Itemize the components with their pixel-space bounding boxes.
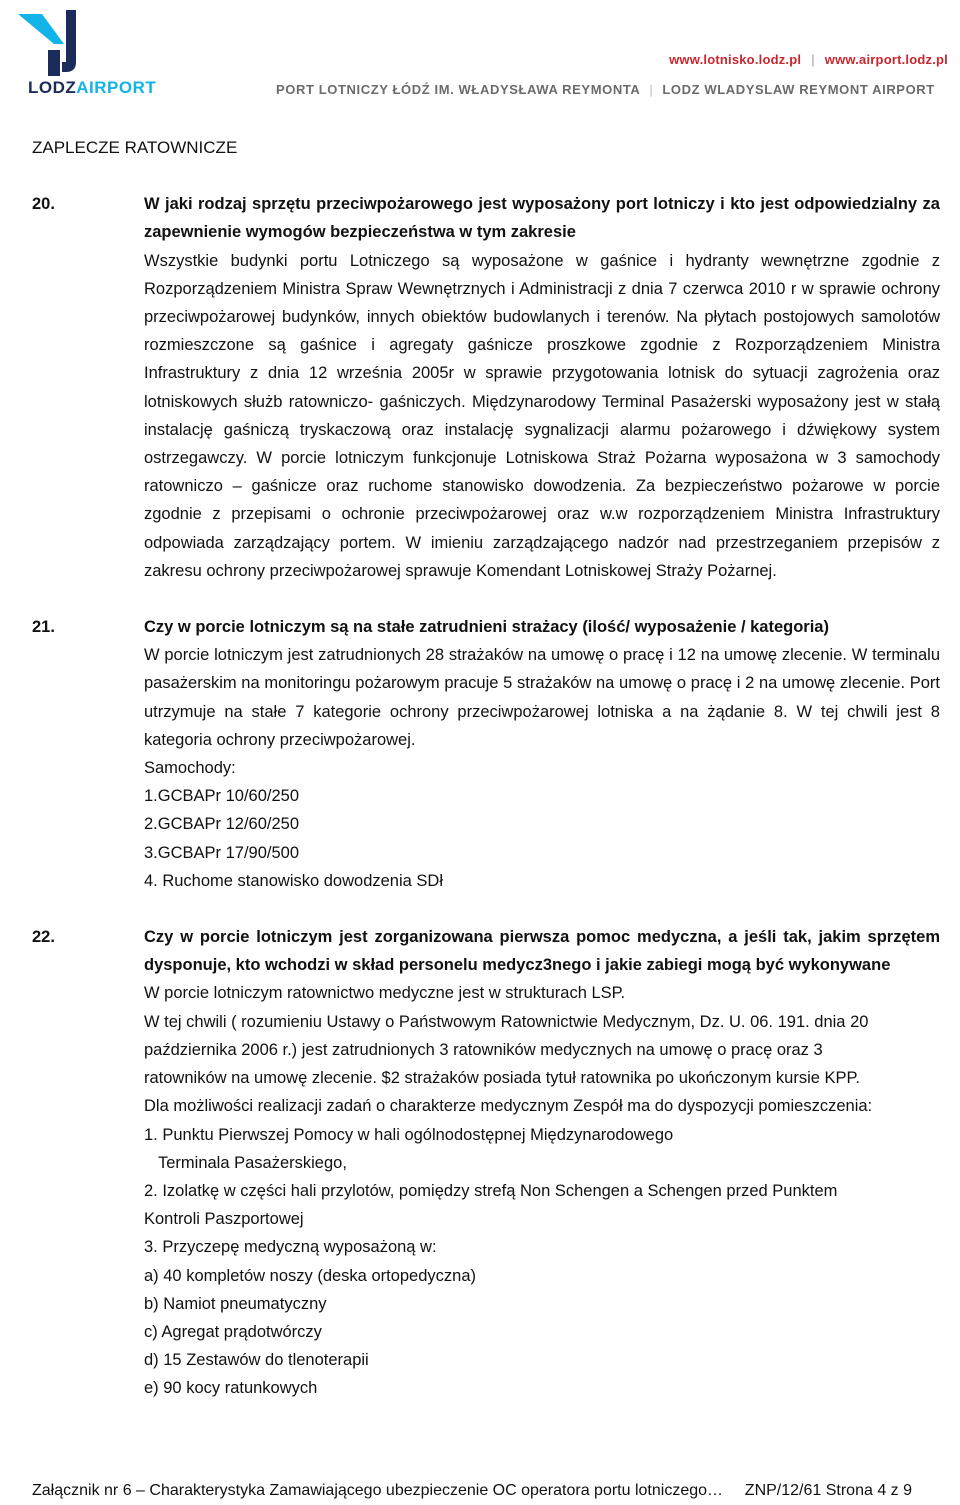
list-item-continuation: Kontroli Paszportowej xyxy=(144,1210,304,1229)
answer-line: W tej chwili ( rozumieniu Ustawy o Państwowym Ratownictwie Medycznym, Dz. U. 06. 191. dnia 20 xyxy=(144,1012,869,1031)
question-title: Czy w porcie lotniczym są na stałe zatrudnieni strażacy (ilość/ wyposażenie / kategoria) xyxy=(144,618,829,637)
header-urls xyxy=(669,52,948,67)
document-body xyxy=(32,134,940,1431)
question-number: 22. xyxy=(32,928,55,947)
answer-line: października 2006 r.) jest zatrudnionych 3 ratowników medycznych na umowę o pracę oraz 3 xyxy=(144,1040,823,1059)
question-answer: W porcie lotniczym jest zatrudnionych 28 strażaków na umowę o pracę i 12 na umowę zlecenie. W terminalu pasażerskim na monitoringu pożarowym pracuje 5 strażaków na umowę o pracę i 2 na umowę zlecenie. Port utrzymuje na stałe 7 kategorie ochrony przeciwpożarowej lotniska a na żądanie 8. W tej chwili jest 8 kategoria ochrony przeciwpożarowej. xyxy=(144,646,940,749)
list-item-continuation: Terminala Pasażerskiego, xyxy=(158,1153,347,1172)
list-item: 2. Izolatkę w części hali przylotów, pomiędzy strefą Non Schengen a Schengen przed Punktem xyxy=(144,1181,838,1200)
vehicles-label: Samochody: xyxy=(144,759,236,778)
sub-list-item: c) Agregat prądotwórczy xyxy=(144,1322,322,1341)
vehicle-item: 4. Ruchome stanowisko dowodzenia SDł xyxy=(144,871,443,890)
page-header xyxy=(0,0,960,110)
question-number: 21. xyxy=(32,618,55,637)
url-separator: | xyxy=(811,52,815,67)
strap-pl: PORT LOTNICZY ŁÓDŹ IM. WŁADYSŁAWA REYMONTA xyxy=(276,82,641,97)
page-footer xyxy=(32,1482,912,1500)
vehicle-item: 1.GCBAPr 10/60/250 xyxy=(144,787,300,806)
sub-list-item: a) 40 kompletów noszy (deska ortopedyczna) xyxy=(144,1266,476,1285)
question-title: W jaki rodzaj sprzętu przeciwpożarowego jest wyposażony port lotniczy i kto jest odpowiedzialny za zapewnienie wymogów bezpieczeństwa w tym zakresie xyxy=(144,195,940,242)
list-item: 3. Przyczepę medyczną wyposażoną w: xyxy=(144,1238,437,1257)
answer-line: W porcie lotniczym ratownictwo medyczne jest w strukturach LSP. xyxy=(144,984,626,1003)
footer-attachment-title: Załącznik nr 6 – Charakterystyka Zamawiającego ubezpieczenie OC operatora portu lotniczego… xyxy=(32,1482,724,1499)
vehicle-item: 2.GCBAPr 12/60/250 xyxy=(144,815,300,834)
vehicle-item: 3.GCBAPr 17/90/500 xyxy=(144,843,300,862)
answer-line: Dla możliwości realizacji zadań o charakterze medycznym Zespół ma do dyspozycji pomieszczenia: xyxy=(144,1097,873,1116)
question-number: 20. xyxy=(32,195,55,214)
footer-page-number: ZNP/12/61 Strona 4 z 9 xyxy=(744,1482,912,1499)
question-21 xyxy=(32,613,940,895)
question-22 xyxy=(32,923,940,1402)
logo-wordmark: LODZAIRPORT xyxy=(28,78,157,97)
strap-separator: | xyxy=(649,82,654,97)
strap-en: LODZ WLADYSLAW REYMONT AIRPORT xyxy=(662,82,935,97)
question-20 xyxy=(32,190,940,585)
url-en-link[interactable]: www.airport.lodz.pl xyxy=(824,52,948,67)
list-item: 1. Punktu Pierwszej Pomocy w hali ogólnodostępnej Międzynarodowego xyxy=(144,1125,674,1144)
section-title: ZAPLECZE RATOWNICZE xyxy=(32,138,238,157)
sub-list-item: e) 90 kocy ratunkowych xyxy=(144,1379,318,1398)
question-answer: Wszystkie budynki portu Lotniczego są wyposażone w gaśnice i hydranty wewnętrzne zgodnie z Rozporządzeniem Ministra Spraw Wewnętrznych i Administracji z dnia 7 czerwca 2010 r w sprawie ochrony przeciwpożarowej budynków, innych obiektów budowlanych i terenów. Na płytach postojowych samolotów rozmieszczone są gaśnice i agregaty gaśnicze proszkowe zgodnie z Rozporządzeniem Ministra Infrastruktury z dnia 12 września 2005r w sprawie przygotowania lotnisk do sytuacji zagrożenia oraz lotniskowych służb ratowniczo- gaśniczych. Międzynarodowy Terminal Pasażerski wyposażony jest w stałą instalację gaśniczą tryskaczową oraz instalację sygnalizacji alarmu pożarowego i dźwiękowy system ostrzegawczy. W porcie lotniczym funkcjonuje Lotniskowa Straż Pożarna wyposażona w 3 samochody ratowniczo – gaśnicze oraz ruchome stanowisko dowodzenia. Za bezpieczeństwo pożarowe w porcie zgodnie z przepisami o ochronie przeciwpożarowej oraz w.w rozporządzeniem Ministra Infrastruktury odpowiada zarządzający portem. W imieniu zarządzającego nadzór nad przestrzeganiem przepisów z zakresu ochrony przeciwpożarowej sprawuje Komendant Lotniskowej Straży Pożarnej. xyxy=(144,251,940,580)
header-strap xyxy=(276,82,948,97)
sub-list-item: b) Namiot pneumatyczny xyxy=(144,1294,327,1313)
url-pl-link[interactable]: www.lotnisko.lodz.pl xyxy=(669,52,802,67)
sub-list-item: d) 15 Zestawów do tlenoterapii xyxy=(144,1351,369,1370)
question-title: Czy w porcie lotniczym jest zorganizowana pierwsza pomoc medyczna, a jeśli tak, jakim sprzętem dysponuje, kto wchodzi w skład personelu medycz3nego i jakie zabiegi mogą być wykonywane xyxy=(144,928,940,975)
answer-line: ratowników na umowę zlecenie. $2 strażaków posiada tytuł ratownika po ukończonym kursie KPP. xyxy=(144,1069,860,1088)
